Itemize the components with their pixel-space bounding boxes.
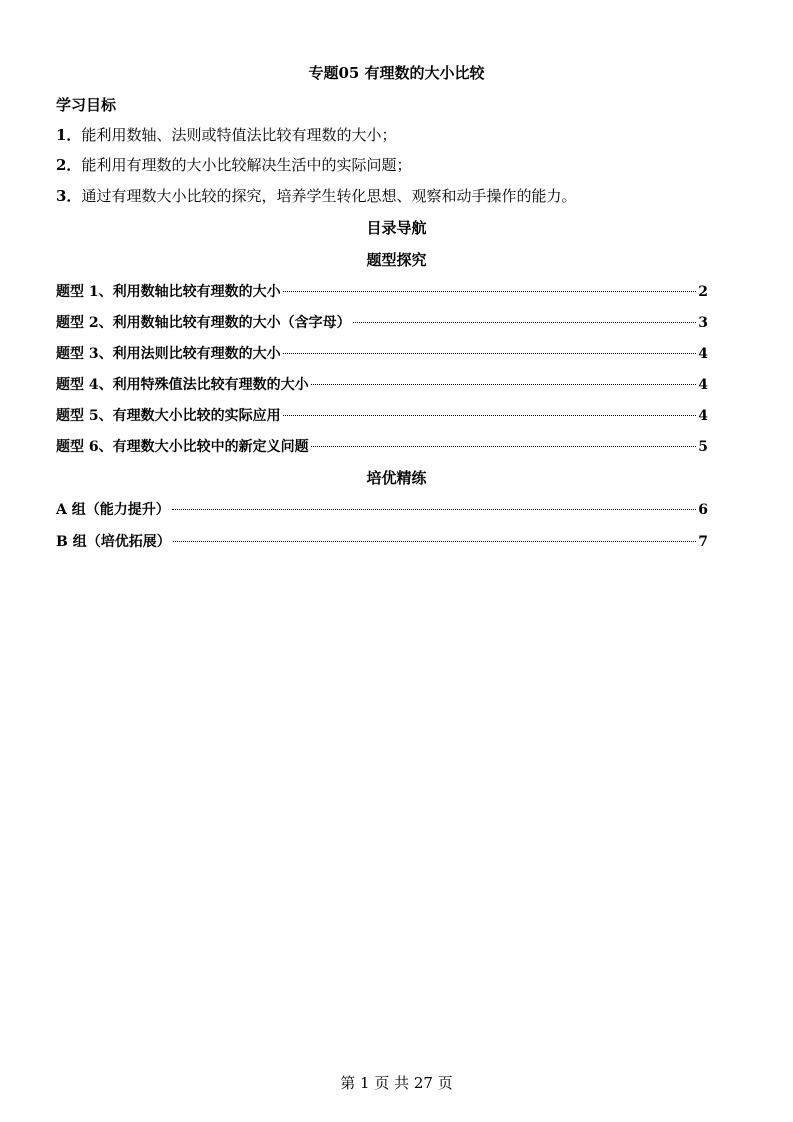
toc-entry-label: B 组（培优拓展） [56, 534, 171, 550]
toc-entry[interactable] [56, 531, 708, 553]
toc-entry-label: 题型 5、有理数大小比较的实际应用 [56, 408, 281, 424]
toc-entry-page: 5 [698, 439, 708, 455]
toc-entry[interactable] [56, 374, 708, 396]
goal-number: 1． [56, 126, 82, 144]
toc-entry-label: 题型 4、利用特殊值法比较有理数的大小 [56, 377, 309, 393]
learning-goal-item [56, 154, 411, 176]
toc-leader-dots [283, 415, 697, 416]
toc-leader-dots [172, 509, 697, 510]
goal-text: 能利用有理数的大小比较解决生活中的实际问题； [81, 156, 412, 174]
toc-leader-dots [311, 446, 697, 447]
toc-leader-dots [283, 291, 697, 292]
toc-entry[interactable] [56, 312, 708, 334]
toc-entry-label: 题型 1、利用数轴比较有理数的大小 [56, 284, 281, 300]
toc-entry[interactable] [56, 436, 708, 458]
toc-entry[interactable] [56, 405, 708, 427]
toc-leader-dots [173, 541, 697, 542]
toc-entry[interactable] [56, 499, 708, 521]
toc-entry-label: 题型 3、利用法则比较有理数的大小 [56, 346, 281, 362]
goal-number: 3． [56, 187, 82, 205]
toc-entry-page: 3 [698, 315, 708, 331]
learning-goal-item [56, 185, 576, 207]
toc-entry-page: 4 [698, 346, 708, 362]
toc-leader-dots [311, 384, 697, 385]
toc-entry-label: 题型 6、有理数大小比较中的新定义问题 [56, 439, 309, 455]
toc-entry-page: 6 [698, 502, 708, 518]
toc-entry[interactable] [56, 343, 708, 365]
toc-entry-label: A 组（能力提升） [56, 502, 170, 518]
goal-text: 能利用数轴、法则或特值法比较有理数的大小； [81, 126, 397, 144]
goal-text: 通过有理数大小比较的探究，培养学生转化思想、观察和动手操作的能力。 [81, 187, 577, 205]
toc-entry-label: 题型 2、利用数轴比较有理数的大小（含字母） [56, 315, 351, 331]
toc-section-heading: 培优精练 [366, 469, 427, 487]
learning-goal-item [56, 124, 396, 146]
toc-entry-page: 4 [698, 408, 708, 424]
toc-section-heading: 题型探究 [366, 251, 427, 269]
page-footer: 第 1 页 共 27 页 [340, 1074, 453, 1092]
toc-leader-dots [353, 322, 697, 323]
toc-entry[interactable] [56, 281, 708, 303]
toc-entry-page: 7 [698, 534, 708, 550]
toc-entry-page: 4 [698, 377, 708, 393]
toc-leader-dots [283, 353, 697, 354]
toc-heading: 目录导航 [366, 219, 427, 237]
toc-entry-page: 2 [698, 284, 708, 300]
learning-goals-heading: 学习目标 [56, 96, 117, 114]
document-title: 专题05 有理数的大小比较 [308, 64, 485, 82]
goal-number: 2． [56, 156, 82, 174]
